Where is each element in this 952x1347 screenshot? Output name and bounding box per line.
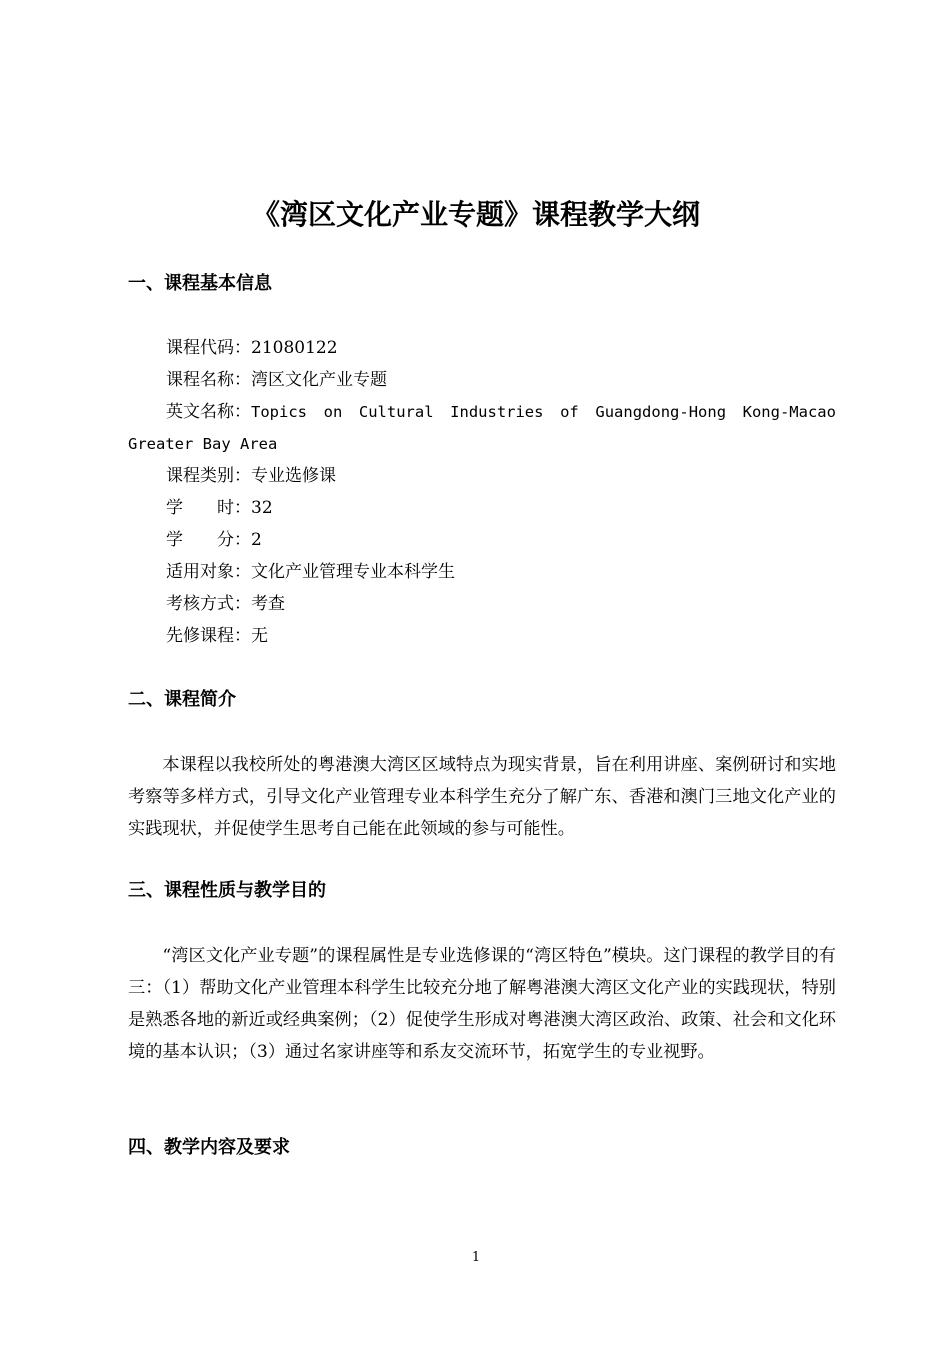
- course-name: 课程名称：湾区文化产业专题: [166, 370, 387, 390]
- section-heading-basic-info: 一、课程基本信息: [128, 273, 272, 294]
- course-hours: 学 时：32: [166, 498, 273, 518]
- english-name-line: [166, 399, 836, 425]
- page-number: 1: [471, 1250, 481, 1265]
- section-heading-nature-objectives: 三、课程性质与教学目的: [128, 880, 326, 901]
- english-name-label: 英文名称：: [166, 402, 251, 422]
- nature-objectives-paragraph: “湾区文化产业专题”的课程属性是专业选修课的“湾区特色”模块。这门课程的教学目的有三：（1）帮助文化产业管理本科学生比较充分地了解粤港澳大湾区文化产业的实践现状，特别是熟悉各地的新近或经典案例；（2）促使学生形成对粤港澳大湾区政治、政策、社会和文化环境的基本认识；（3）通过名家讲座等和系友交流环节，拓宽学生的专业视野。: [128, 946, 836, 1062]
- section-heading-introduction: 二、课程简介: [128, 689, 236, 710]
- english-name-first-word-group: [166, 399, 307, 425]
- course-type: 课程类别：专业选修课: [166, 466, 336, 486]
- course-prerequisites: 先修课程：无: [166, 626, 268, 646]
- document-title: 《湾区文化产业专题》课程教学大纲: [251, 198, 700, 231]
- english-name-continued: Greater Bay Area: [128, 435, 278, 453]
- english-name-word: Industries: [450, 403, 544, 421]
- course-code: 课程代码：21080122: [166, 338, 338, 358]
- section-heading-content-requirements: 四、教学内容及要求: [128, 1137, 290, 1158]
- introduction-paragraph: 本课程以我校所处的粤港澳大湾区区域特点为现实背景，旨在利用讲座、案例研讨和实地考察等多样方式，引导文化产业管理专业本科学生充分了解广东、香港和澳门三地文化产业的实践现状，并促使学生思考自己能在此领域的参与可能性。: [128, 755, 836, 839]
- english-name-word: on: [323, 403, 343, 421]
- english-name-word: of: [560, 403, 579, 421]
- course-audience: 适用对象：文化产业管理专业本科学生: [166, 562, 455, 582]
- english-name-word: Topics: [251, 403, 307, 421]
- course-assessment: 考核方式：考查: [166, 594, 285, 614]
- course-credits: 学 分：2: [166, 530, 262, 550]
- english-name-word: Cultural: [358, 403, 434, 421]
- english-name-word: Guangdong-Hong: [595, 403, 727, 421]
- english-name-word: Kong-Macao: [742, 403, 836, 421]
